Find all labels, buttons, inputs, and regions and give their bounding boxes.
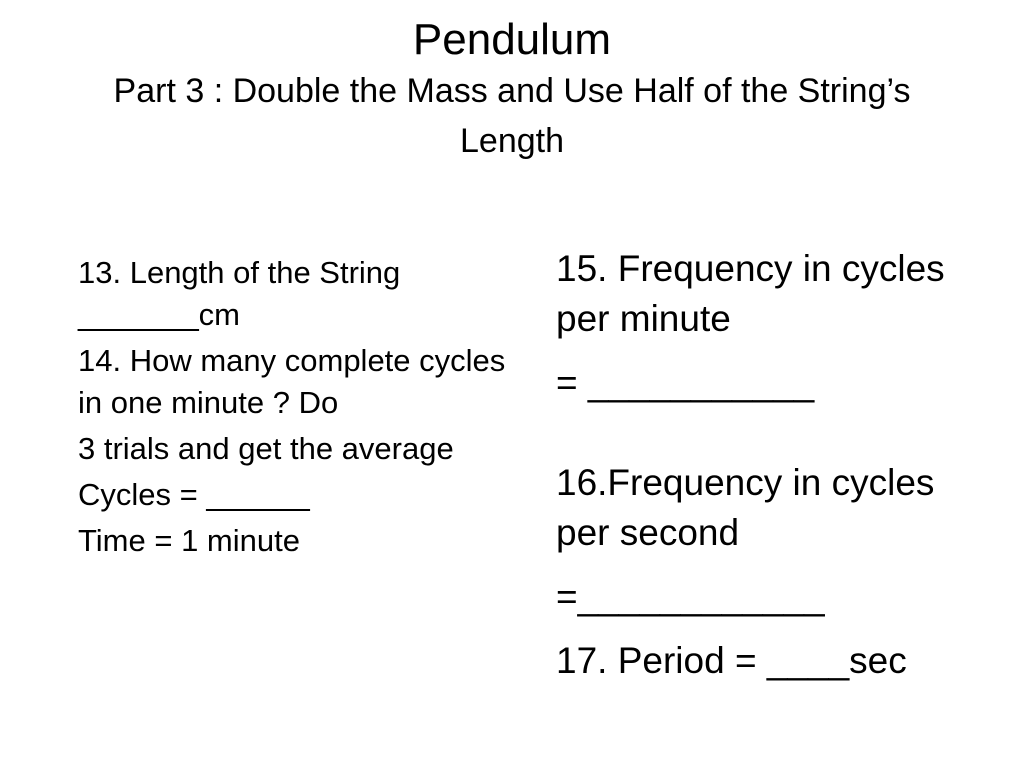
question-15: 15. Frequency in cycles per minute <box>556 248 945 339</box>
left-column <box>78 252 518 566</box>
question-16-answer: =____________ <box>556 576 825 617</box>
trials-instruction: 3 trials and get the average <box>78 431 454 466</box>
slide-title: Pendulum <box>412 15 612 64</box>
question-17: 17. Period = ____sec <box>556 640 907 681</box>
question-15-answer: = ___________ <box>556 362 815 403</box>
slide-subtitle: Part 3 : Double the Mass and Use Half of the String’s Length <box>113 72 911 160</box>
question-16: 16.Frequency in cycles per second <box>556 462 935 553</box>
question-14: 14. How many complete cycles in one minute ? Do <box>78 343 506 420</box>
title-block <box>0 14 1024 166</box>
right-column <box>556 244 996 686</box>
cycles-line: Cycles = ______ <box>78 477 310 512</box>
question-13: 13. Length of the String _______cm <box>78 255 401 332</box>
time-line: Time = 1 minute <box>78 523 300 558</box>
